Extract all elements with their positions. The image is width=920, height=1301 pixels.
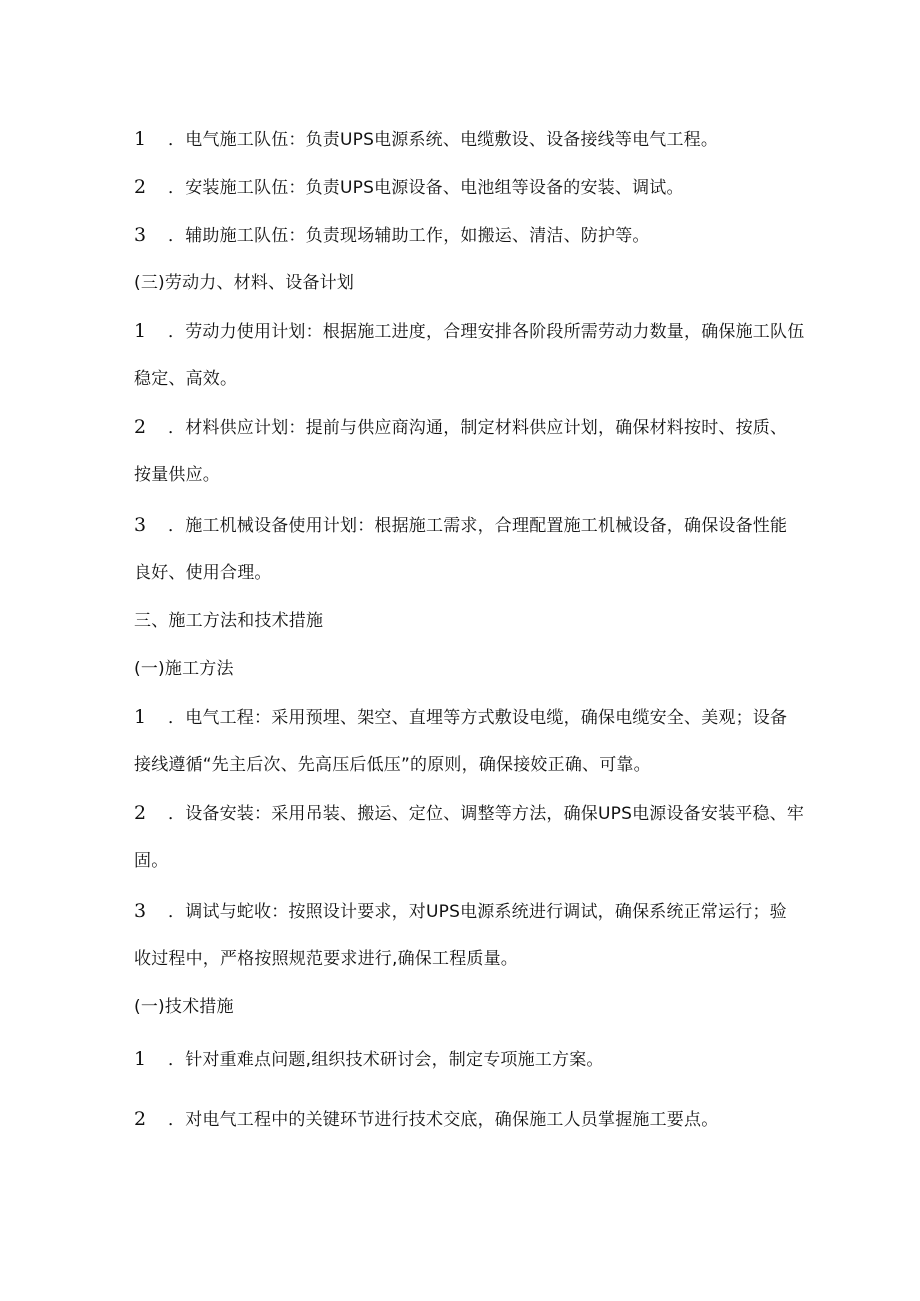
continuation-line: 良好、使用合理。 [134, 563, 272, 583]
list-item [134, 320, 805, 343]
list-number: 1 [134, 706, 147, 728]
list-number: 2 [134, 176, 147, 198]
list-item [134, 224, 794, 247]
continuation-line: 按量供应。 [134, 465, 220, 485]
list-number: 1 [134, 320, 147, 342]
list-text: ．对电气工程中的关键环节进行技术交底，确保施工人员掌握施工要点。 [168, 1110, 719, 1130]
list-text: ．针对重难点问题,组织技术研讨会，制定专项施工方案。 [168, 1050, 604, 1070]
section-heading: (一)施工方法 [134, 659, 234, 679]
list-item [134, 176, 794, 199]
list-number: 1 [134, 1048, 147, 1070]
list-number: 3 [134, 224, 147, 246]
list-text: ．劳动力使用计划：根据施工进度，合理安排各阶段所需劳动力数量，确保施工队伍 [168, 322, 805, 342]
list-item [134, 128, 794, 151]
section-heading: (三)劳动力、材料、设备计划 [134, 273, 355, 293]
list-item [134, 1108, 794, 1131]
list-number: 3 [134, 514, 147, 536]
section-heading: 三、施工方法和技术措施 [134, 611, 324, 631]
list-text: ．设备安装：采用吊装、搬运、定位、调整等方法，确保UPS电源设备安装平稳、牢 [168, 804, 805, 824]
list-text: ．电气施工队伍：负责UPS电源系统、电缆敷设、设备接线等电气工程。 [168, 130, 719, 150]
list-item [134, 1048, 794, 1071]
list-text: ．辅助施工队伍：负责现场辅助工作，如搬运、清洁、防护等。 [168, 226, 650, 246]
list-item [134, 514, 794, 537]
list-text: ．材料供应计划：提前与供应商沟通，制定材料供应计划，确保材料按时、按质、 [168, 418, 788, 438]
continuation-line: 收过程中，严格按照规范要求进行,确保工程质量。 [134, 949, 519, 969]
list-number: 1 [134, 128, 147, 150]
section-heading: (一)技术措施 [134, 997, 234, 1017]
list-number: 2 [134, 802, 147, 824]
list-number: 2 [134, 416, 147, 438]
list-text: ．调试与蛇收：按照设计要求，对UPS电源系统进行调试，确保系统正常运行；验 [168, 902, 787, 922]
list-item [134, 802, 805, 825]
list-number: 2 [134, 1108, 147, 1130]
continuation-line: 接线遵循“先主后次、先高压后低压”的原则，确保接姣正确、可靠。 [134, 755, 651, 775]
continuation-line: 稳定、高效。 [134, 369, 238, 389]
list-item [134, 706, 794, 729]
continuation-line: 固。 [134, 851, 169, 871]
list-item [134, 900, 794, 923]
list-text: ．安装施工队伍：负责UPS电源设备、电池组等设备的安装、调试。 [168, 178, 684, 198]
list-item [134, 416, 794, 439]
list-number: 3 [134, 900, 147, 922]
list-text: ．电气工程：采用预埋、架空、直埋等方式敷设电缆，确保电缆安全、美观；设备 [168, 708, 788, 728]
list-text: ．施工机械设备使用计划：根据施工需求，合理配置施工机械设备，确保设备性能 [168, 516, 788, 536]
